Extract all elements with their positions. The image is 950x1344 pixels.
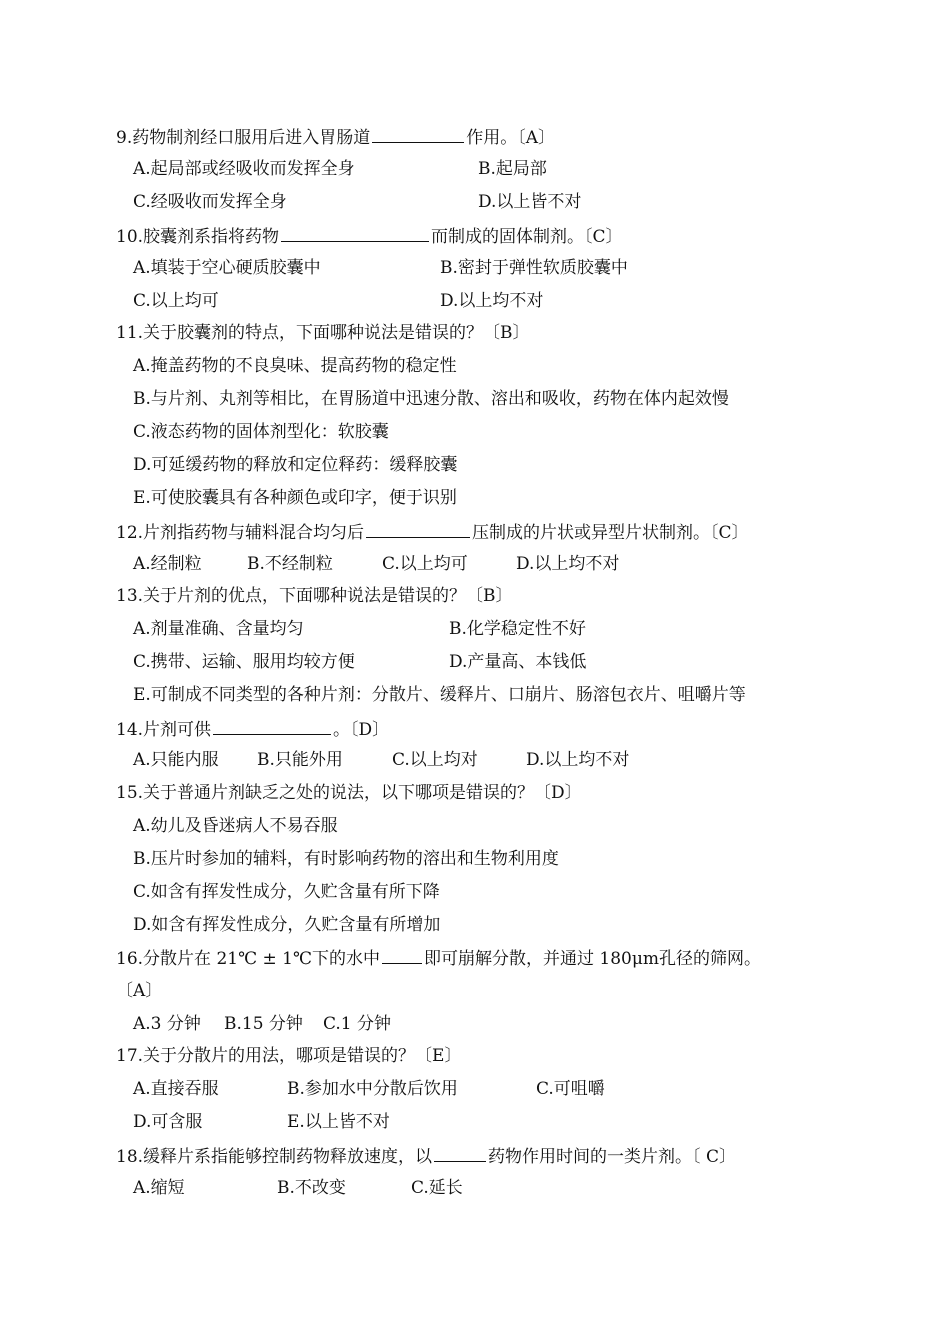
question-11-option-e: E.可使胶囊具有各种颜色或印字，便于识别	[133, 488, 457, 508]
question-13-option-a: A.剂量准确、含量均匀	[133, 619, 304, 639]
question-15-stem: 15.关于普通片剂缺乏之处的说法，以下哪项是错误的？〔D〕	[116, 783, 582, 803]
question-14-option-d: D.以上均不对	[526, 750, 630, 770]
question-10-option-b: B.密封于弹性软质胶囊中	[440, 258, 628, 278]
question-13-option-b: B.化学稳定性不好	[449, 619, 586, 639]
question-14-text-before: 14.片剂可供	[116, 720, 212, 740]
question-17-option-a: A.直接吞服	[133, 1079, 219, 1099]
question-18-text-before: 18.缓释片系指能够控制药物释放速度，以	[116, 1147, 433, 1167]
question-15-option-b: B.压片时参加的辅料，有时影响药物的溶出和生物利用度	[133, 849, 559, 869]
question-9-option-c: C.经吸收而发挥全身	[133, 192, 287, 212]
question-14-blank	[213, 716, 331, 735]
question-15-option-a: A.幼儿及昏迷病人不易吞服	[133, 816, 338, 836]
question-12-text-before: 12.片剂指药物与辅料混合均匀后	[116, 523, 365, 543]
question-11-option-d: D.可延缓药物的释放和定位释药：缓释胶囊	[133, 455, 458, 475]
question-12-text-after: 压制成的片状或异型片状制剂。〔C〕	[472, 523, 749, 543]
question-10-stem	[116, 223, 623, 249]
question-9-option-b: B.起局部	[478, 159, 547, 179]
question-10-blank	[281, 223, 429, 242]
question-9-option-d: D.以上皆不对	[478, 192, 582, 212]
question-17-option-d: D.可含服	[133, 1112, 203, 1132]
question-10-text-after: 而制成的固体制剂。〔C〕	[431, 227, 623, 247]
question-12-blank	[366, 519, 470, 538]
question-9-option-a: A.起局部或经吸收而发挥全身	[133, 159, 355, 179]
question-10-text-before: 10.胶囊剂系指将药物	[116, 227, 280, 247]
question-9-text-before: 9.药物制剂经口服用后进入胃肠道	[116, 128, 371, 148]
question-16-option-c: C.1 分钟	[323, 1014, 392, 1034]
question-9-stem	[116, 124, 555, 150]
question-17-option-c: C.可咀嚼	[536, 1079, 605, 1099]
question-12-stem	[116, 519, 749, 545]
question-11-stem: 11.关于胶囊剂的特点，下面哪种说法是错误的？〔B〕	[116, 323, 530, 343]
question-18-option-b: B.不改变	[277, 1178, 346, 1198]
question-13-option-d: D.产量高、本钱低	[449, 652, 587, 672]
question-17-option-e: E.以上皆不对	[287, 1112, 390, 1132]
question-16-stem	[116, 945, 761, 971]
question-15-option-d: D.如含有挥发性成分，久贮含量有所增加	[133, 915, 441, 935]
question-16-option-a: A.3 分钟	[133, 1014, 201, 1034]
question-16-option-b: B.15 分钟	[224, 1014, 303, 1034]
question-16-blank	[382, 945, 422, 964]
question-12-option-c: C.以上均可	[382, 554, 468, 574]
question-12-option-b: B.不经制粒	[247, 554, 333, 574]
question-13-option-e: E.可制成不同类型的各种片剂：分散片、缓释片、口崩片、肠溶包衣片、咀嚼片等	[133, 685, 746, 705]
question-18-blank	[434, 1143, 486, 1162]
question-12-option-d: D.以上均不对	[516, 554, 620, 574]
question-11-option-c: C.液态药物的固体剂型化：软胶囊	[133, 422, 389, 442]
question-14-stem	[116, 716, 389, 742]
question-14-text-after: 。〔D〕	[333, 720, 390, 740]
question-17-option-b: B.参加水中分散后饮用	[287, 1079, 458, 1099]
question-14-option-b: B.只能外用	[257, 750, 343, 770]
question-10-option-a: A.填装于空心硬质胶囊中	[133, 258, 321, 278]
question-9-text-after: 作用。〔A〕	[466, 128, 556, 148]
question-14-option-c: C.以上均对	[392, 750, 478, 770]
question-11-option-b: B.与片剂、丸剂等相比，在胃肠道中迅速分散、溶出和吸收，药物在体内起效慢	[133, 389, 729, 409]
question-18-option-a: A.缩短	[133, 1178, 185, 1198]
question-13-stem: 13.关于片剂的优点，下面哪种说法是错误的？〔B〕	[116, 586, 513, 606]
question-10-option-d: D.以上均不对	[440, 291, 544, 311]
question-15-option-c: C.如含有挥发性成分，久贮含量有所下降	[133, 882, 440, 902]
question-12-option-a: A.经制粒	[133, 554, 202, 574]
question-9-blank	[372, 124, 464, 143]
question-18-option-c: C.延长	[411, 1178, 463, 1198]
question-18-stem	[116, 1143, 736, 1169]
question-14-option-a: A.只能内服	[133, 750, 219, 770]
question-16-text-after: 即可崩解分散，并通过 180μm孔径的筛网。	[423, 949, 762, 969]
question-18-text-after: 药物作用时间的一类片剂。〔 C〕	[488, 1147, 736, 1167]
question-13-option-c: C.携带、运输、服用均较方便	[133, 652, 355, 672]
question-16-answer: 〔A〕	[116, 981, 163, 1001]
question-17-stem: 17.关于分散片的用法，哪项是错误的？〔E〕	[116, 1046, 462, 1066]
question-16-text-before: 16.分散片在 21℃ ± 1℃下的水中	[116, 949, 380, 969]
question-11-option-a: A.掩盖药物的不良臭味、提高药物的稳定性	[133, 356, 457, 376]
question-10-option-c: C.以上均可	[133, 291, 219, 311]
